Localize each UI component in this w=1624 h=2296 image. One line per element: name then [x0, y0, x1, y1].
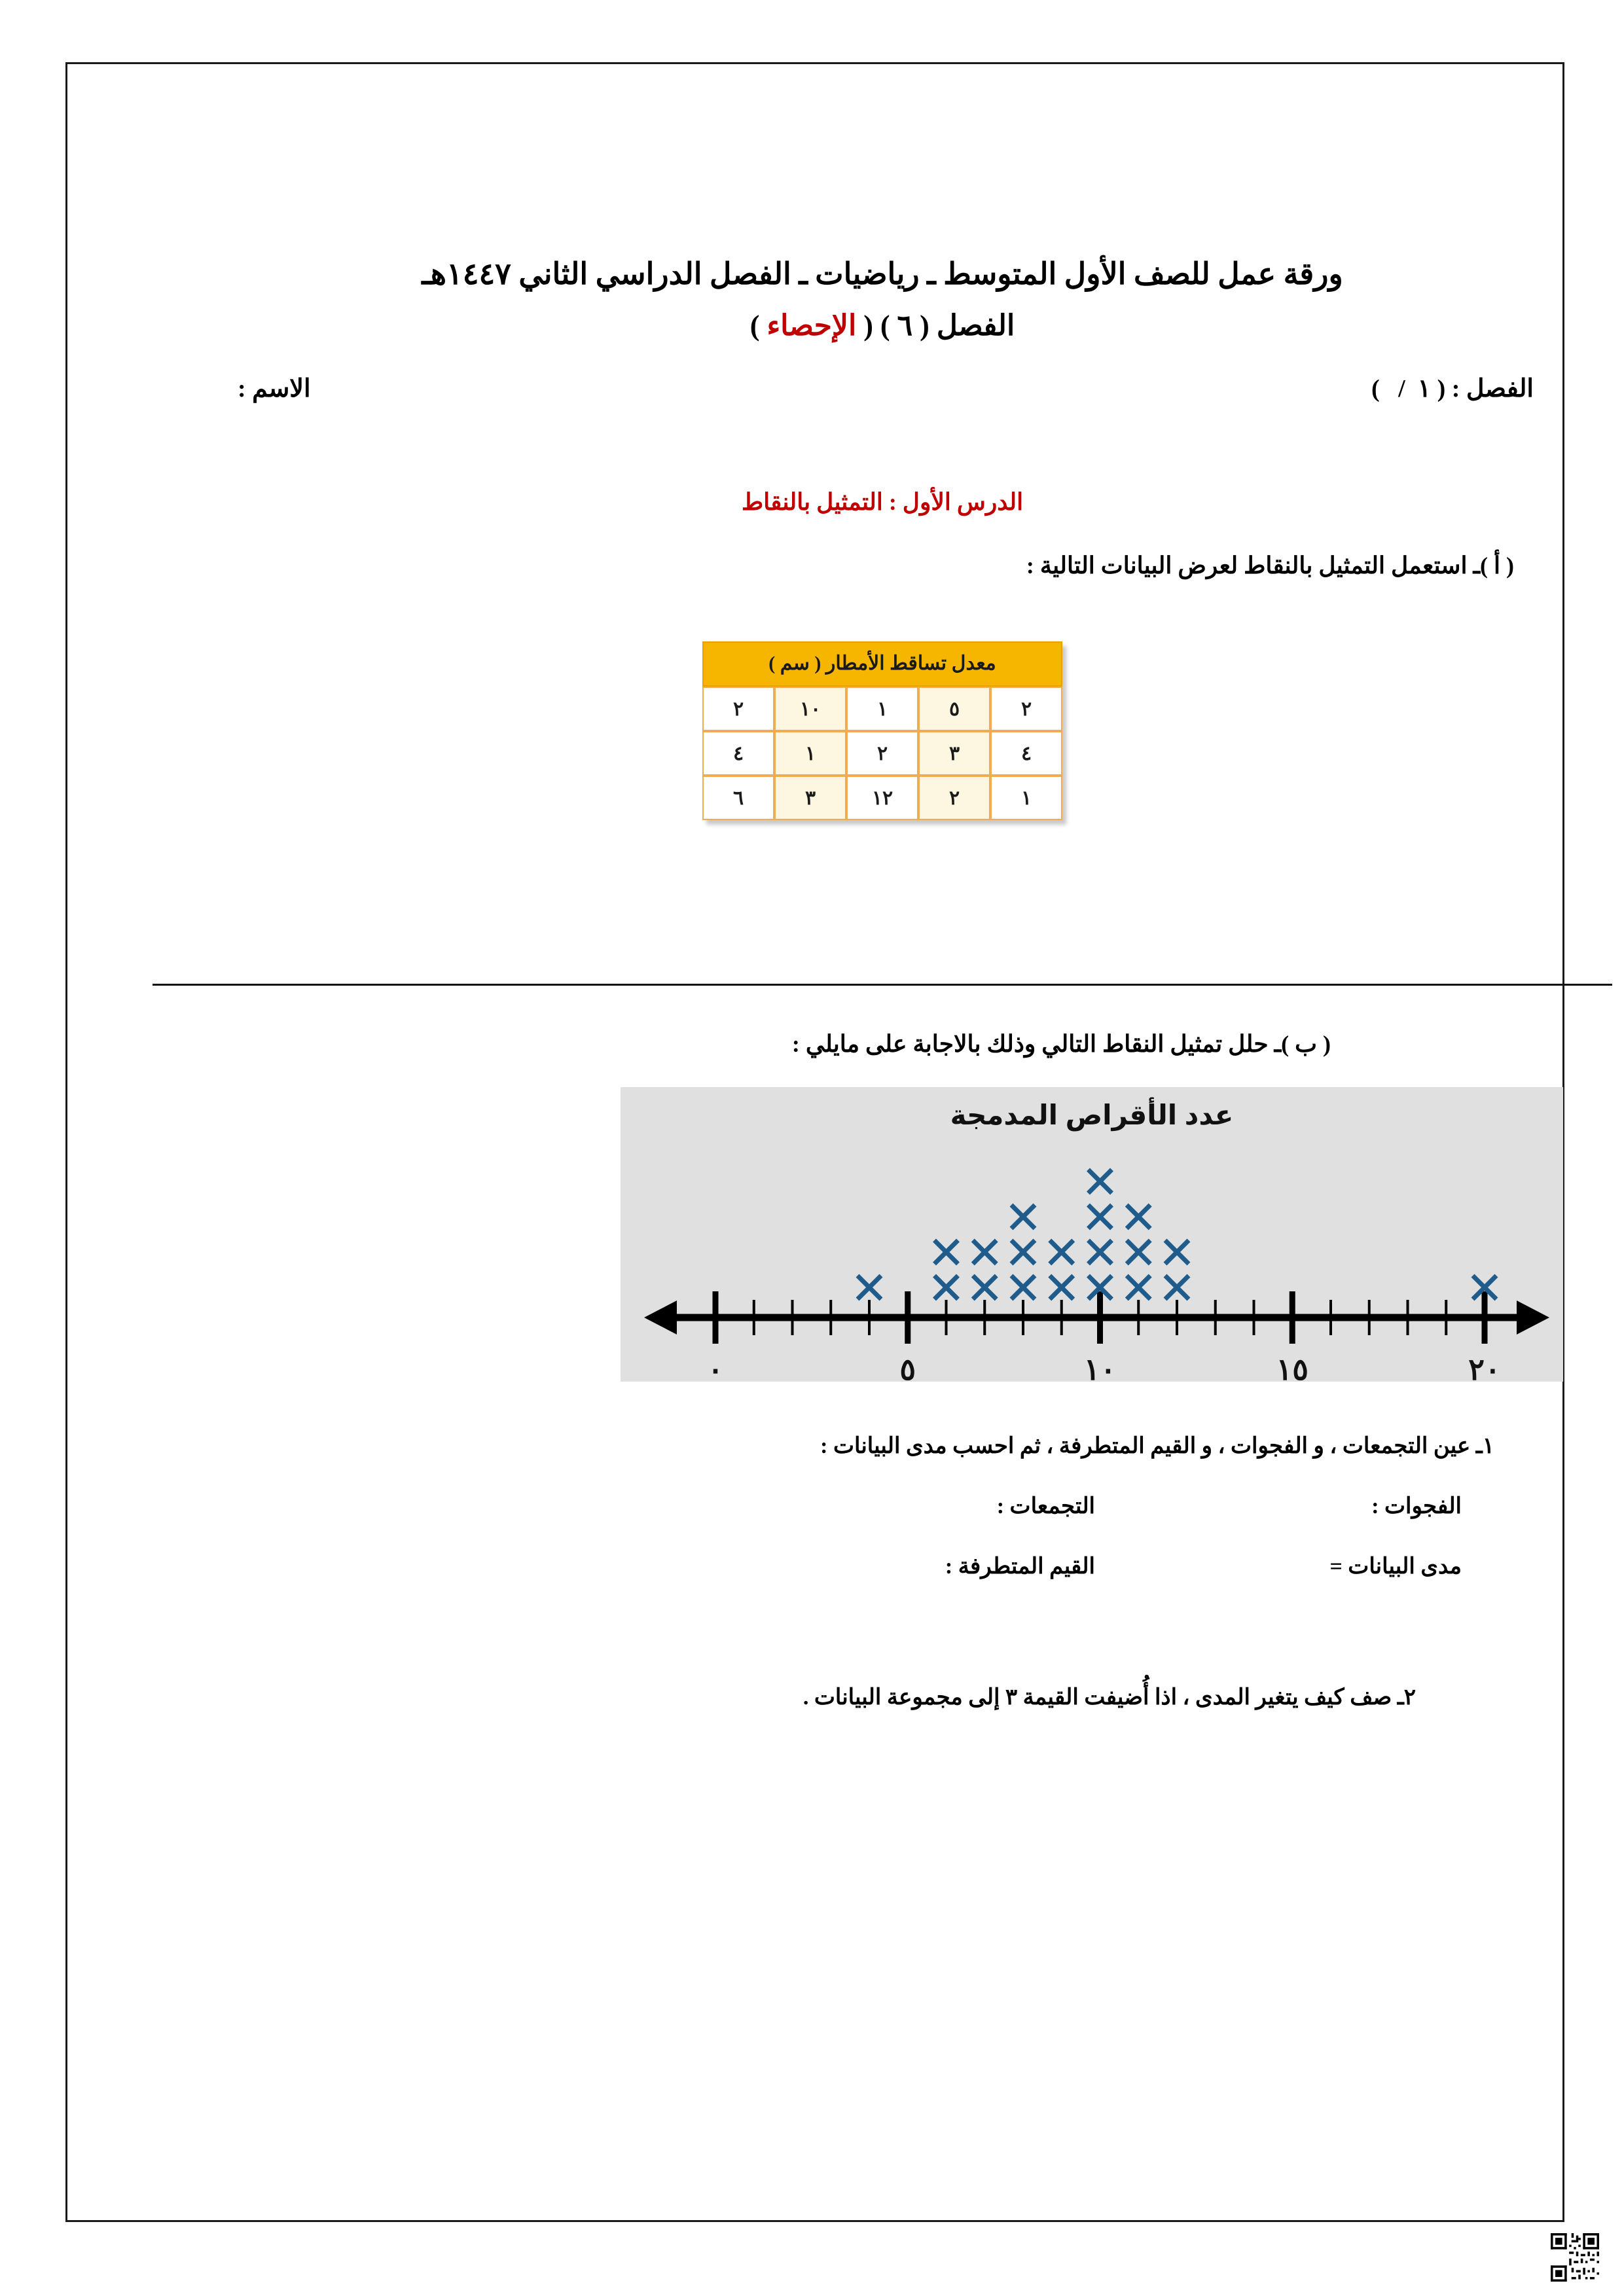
data-point-marker: [1165, 1240, 1189, 1264]
data-point-marker: [935, 1240, 958, 1264]
answer-row-outliers-range: [153, 1553, 1612, 1579]
qr-code-icon: [1551, 2233, 1599, 2282]
table-cell: ١: [846, 687, 918, 731]
data-point-marker: [935, 1276, 958, 1299]
data-point-marker: [973, 1276, 996, 1299]
dot-plot: [621, 1087, 1563, 1382]
question-part-b: ( ب )ـ حلل تمثيل النقاط التالي وذلك بالاجابة على مايلي :: [791, 1031, 1331, 1058]
table-cell: ٢: [918, 776, 990, 820]
dot-plot-container: [153, 1087, 1612, 1382]
data-point-marker: [1011, 1205, 1035, 1229]
data-point-marker: [1011, 1276, 1035, 1299]
name-field-label[interactable]: الاسم :: [238, 375, 311, 403]
table-cell: ٢: [990, 687, 1062, 731]
table-cell: ١٢: [846, 776, 918, 820]
student-info-row: [153, 374, 1612, 403]
table-row: [702, 776, 1062, 820]
lesson-heading: الدرس الأول : التمثيل بالنقاط: [741, 489, 1024, 516]
rainfall-table-body: [702, 687, 1062, 820]
chapter-subtitle: [153, 309, 1612, 342]
table-cell: ٢: [702, 687, 774, 731]
data-point-marker: [1127, 1205, 1150, 1229]
table-cell: ٢: [846, 731, 918, 776]
data-point-marker: [1165, 1276, 1189, 1299]
dot-plot-title: عدد الأقراص المدمجة: [950, 1100, 1234, 1131]
clusters-label[interactable]: التجمعات :: [996, 1494, 1095, 1519]
page-border-frame: [65, 62, 1564, 2222]
table-cell: ٣: [918, 731, 990, 776]
page-content: [153, 143, 1612, 2270]
answer-row-clusters-gaps: [153, 1493, 1612, 1519]
table-cell: ١: [990, 776, 1062, 820]
data-point-marker: [1089, 1205, 1112, 1229]
table-cell: ٤: [702, 731, 774, 776]
class-field-label[interactable]: الفصل : ( ١ / ): [1371, 375, 1534, 403]
axis-arrow-left: [644, 1300, 677, 1335]
table-cell: ٥: [918, 687, 990, 731]
question-part-a: ( أ )ـ استعمل التمثيل بالنقاط لعرض البيانات التالية :: [1026, 552, 1514, 579]
table-cell: ١٠: [774, 687, 846, 731]
range-label[interactable]: مدى البيانات =: [1329, 1554, 1462, 1579]
table-row: [702, 687, 1062, 731]
data-point-marker: [1127, 1276, 1150, 1299]
question-b-2: ٢ـ صف كيف يتغير المدى ، اذا أُضيفت القيمة ٣ إلى مجموعة البيانات .: [803, 1685, 1416, 1710]
data-point-marker: [1127, 1240, 1150, 1264]
chapter-subtitle-suffix: ): [749, 310, 767, 342]
axis-tick-label: ١٥: [1276, 1353, 1308, 1382]
axis-arrow-right: [1517, 1300, 1549, 1335]
axis-tick-label: ٥: [899, 1353, 916, 1382]
outliers-label[interactable]: القيم المتطرفة :: [945, 1554, 1095, 1579]
chapter-subtitle-highlight: الإحصاء: [767, 310, 857, 342]
data-point-marker: [857, 1276, 881, 1299]
table-cell: ١: [774, 731, 846, 776]
rainfall-table-header: معدل تساقط الأمطار ( سم ): [702, 641, 1062, 687]
table-header-row: [702, 641, 1062, 687]
data-point-marker: [1011, 1240, 1035, 1264]
gaps-label[interactable]: الفجوات :: [1371, 1494, 1462, 1519]
axis-tick-label: ٠: [707, 1353, 724, 1382]
page-title: ورقة عمل للصف الأول المتوسط ـ رياضيات ـ الفصل الدراسي الثاني ١٤٤٧هـ: [422, 257, 1343, 291]
table-cell: ٣: [774, 776, 846, 820]
axis-tick-label: ٢٠: [1468, 1353, 1501, 1382]
table-row: [702, 731, 1062, 776]
chapter-subtitle-prefix: الفصل ( ٦ ) (: [856, 310, 1015, 342]
axis-tick-label: ١٠: [1083, 1353, 1117, 1382]
data-point-marker: [1089, 1240, 1112, 1264]
dot-plot-graphic: [621, 1087, 1563, 1382]
question-b-1: ١ـ عين التجمعات ، و الفجوات ، و القيم المتطرفة ، ثم احسب مدى البيانات :: [820, 1434, 1494, 1459]
data-point-marker: [1050, 1240, 1074, 1264]
table-cell: ٦: [702, 776, 774, 820]
rainfall-table: [702, 641, 1062, 820]
section-divider: [153, 984, 1612, 986]
table-cell: ٤: [990, 731, 1062, 776]
data-point-marker: [1050, 1276, 1074, 1299]
data-point-marker: [973, 1240, 996, 1264]
rainfall-table-container: [153, 641, 1612, 820]
data-point-marker: [1089, 1170, 1112, 1193]
